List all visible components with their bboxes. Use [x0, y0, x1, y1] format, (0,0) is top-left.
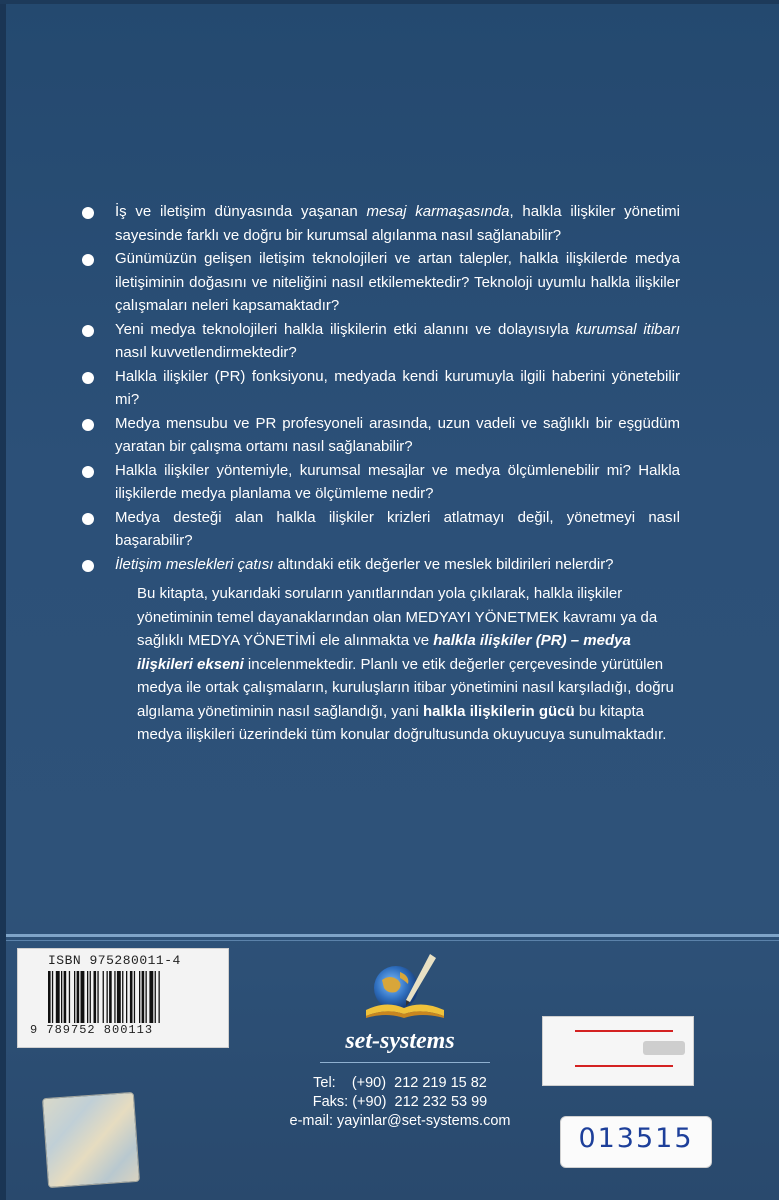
barcode-bar: [97, 971, 98, 1023]
bullet-dot-icon: [82, 513, 94, 525]
contact-block: [250, 1074, 550, 1131]
barcode-bar: [74, 971, 75, 1023]
question-item: [80, 459, 680, 506]
barcode-bar: [117, 971, 121, 1023]
question-item: [80, 318, 680, 365]
barcode-bar: [149, 971, 153, 1023]
divider-line-thin: [6, 940, 779, 941]
question-text: [115, 365, 680, 412]
sticker-smudge: [643, 1041, 685, 1055]
barcode-bar: [103, 971, 104, 1023]
paragraph-text-part: bu kitapta medya ilişkileri üzerindeki tüm konular doğrultusunda okuyucuya sunulmaktadır.: [137, 702, 667, 743]
barcode-bar: [87, 971, 88, 1023]
question-item: [80, 553, 680, 577]
question-text-part: Medya mensubu ve PR profesyoneli arasında, uzun vadeli ve sağlıklı bir eşgüdüm yaratan bir çalışma ortamı nasıl sağlanabilir?: [115, 414, 680, 455]
question-text-part: Halkla ilişkiler (PR) fonksiyonu, medyada kendi kurumuyla ilgili haberini yönetebilir mi?: [115, 367, 680, 408]
question-text: [115, 412, 680, 459]
barcode-bar: [48, 971, 51, 1023]
barcode-bar: [146, 971, 147, 1023]
publisher-divider: [320, 1062, 490, 1063]
question-text-part: İş ve iletişim dünyasında yaşanan: [115, 203, 367, 220]
isbn-number: ISBN 975280011-4: [48, 953, 181, 968]
question-text-part: Halkla ilişkiler yöntemiyle, kurumsal mesajlar ve medya ölçümlenebilir mi? Halkla ilişkilerde medya planlama ve ölçümleme nedir?: [115, 461, 680, 502]
barcode-bar: [69, 971, 70, 1023]
paragraph-text-part: Bu kitapta, yukarıdaki soruların yanıtlarından yola çıkılarak, halkla ilişkiler yönetiminin temel dayanaklarından olan MEDYAYI YÖNETMEK kavramı ya da sağlıklı MEDYA YÖNETİMİ ele alınmakta ve: [137, 585, 658, 649]
question-text-part: kurumsal itibarı: [575, 320, 680, 338]
barcode-bar: [126, 971, 127, 1023]
question-item: [80, 247, 680, 318]
question-text-part: Medya desteği alan halkla ilişkiler krizleri atlatmayı değil, yönetmeyi nasıl başarabilir?: [115, 508, 680, 549]
divider-line: [6, 934, 779, 937]
description-paragraph: [137, 582, 685, 747]
barcode-bar: [122, 971, 123, 1023]
barcode: [46, 971, 211, 1023]
question-item: [80, 412, 680, 459]
barcode-bar: [159, 971, 160, 1023]
inventory-label: [560, 1116, 712, 1168]
bullet-dot-icon: [82, 466, 94, 478]
isbn-barcode-label: [17, 948, 229, 1048]
bullet-dot-icon: [82, 560, 94, 572]
question-text-part: mesaj karmaşasında: [366, 203, 510, 220]
cover-edge: [0, 0, 6, 1200]
question-text-part: Günümüzün gelişen iletişim teknolojileri ve artan talepler, halkla ilişkilerde medya iletişiminin doğasını ve niteliğini nasıl etkilemektedir? Teknoloji uyumlu halkla ilişkiler çalışmaları neleri kapsamaktadır?: [115, 250, 680, 314]
phone-number: Tel: (+90) 212 219 15 82: [313, 1075, 487, 1091]
barcode-bar: [114, 971, 115, 1023]
globe-book-pen-icon: [360, 950, 450, 1030]
fax-number: Faks: (+90) 212 232 53 99: [312, 1094, 488, 1110]
question-text-part: , halkla ilişkiler yönetimi sayesinde farklı ve doğru bir kurumsal algılanma nasıl sağlanabilir?: [115, 203, 680, 244]
question-text-part: Yeni medya teknolojileri halkla ilişkilerin etki alanını ve dolayısıyla: [115, 320, 576, 338]
question-text: [115, 506, 680, 553]
question-item: [80, 365, 680, 412]
paragraph-text-part: incelenmektedir. Planlı ve etik değerler çerçevesinde yürütülen medya ile ortak çalışmaların, kuruluşların itibar yönetimini nasıl karşıladığı, doğru algılama yönetiminin nasıl sağlandığı, yani: [137, 655, 674, 720]
question-text: [115, 553, 680, 577]
question-text-part: İletişim meslekleri çatısı: [115, 555, 274, 573]
question-text: [115, 459, 680, 506]
barcode-bar: [90, 971, 91, 1023]
barcode-bar: [52, 971, 53, 1023]
barcode-bar: [81, 971, 85, 1023]
publisher-name: set-systems: [345, 1028, 455, 1054]
sticker-line: [575, 1065, 673, 1067]
question-text: [115, 247, 680, 318]
barcode-bar: [107, 971, 108, 1023]
barcode-bar: [142, 971, 145, 1023]
question-text-part: nasıl kuvvetlendirmektedir?: [115, 344, 297, 361]
bullet-dot-icon: [82, 325, 94, 337]
barcode-bar: [61, 971, 62, 1023]
barcode-bar: [94, 971, 97, 1023]
question-list: [80, 200, 680, 576]
question-text: [115, 200, 680, 247]
isbn-digits: 9 789752 800113: [30, 1023, 154, 1037]
barcode-bar: [139, 971, 140, 1023]
barcode-bar: [64, 971, 67, 1023]
question-text: [115, 318, 680, 365]
question-item: [80, 506, 680, 553]
question-text-part: altındaki etik değerler ve meslek bildirileri nelerdir?: [273, 555, 614, 573]
barcode-bar: [134, 971, 135, 1023]
barcode-bar: [56, 971, 60, 1023]
bullet-dot-icon: [82, 207, 94, 219]
barcode-bar: [130, 971, 133, 1023]
email-address: e-mail: yayinlar@set-systems.com: [289, 1113, 511, 1129]
paragraph-text-part: halkla ilişkilerin gücü: [423, 702, 575, 720]
sticker-line: [575, 1030, 673, 1032]
paragraph-text-part: halkla ilişkiler (PR) – medya ilişkileri ekseni: [137, 632, 631, 673]
barcode-bar: [109, 971, 112, 1023]
price-sticker: [542, 1016, 694, 1086]
bullet-dot-icon: [82, 254, 94, 266]
question-item: [80, 200, 680, 247]
bullet-dot-icon: [82, 372, 94, 384]
hologram-sticker: [42, 1092, 140, 1188]
barcode-bar: [77, 971, 80, 1023]
bullet-dot-icon: [82, 419, 94, 431]
inventory-number: 013515: [578, 1123, 694, 1154]
barcode-bar: [155, 971, 156, 1023]
cover-edge-top: [0, 0, 779, 4]
